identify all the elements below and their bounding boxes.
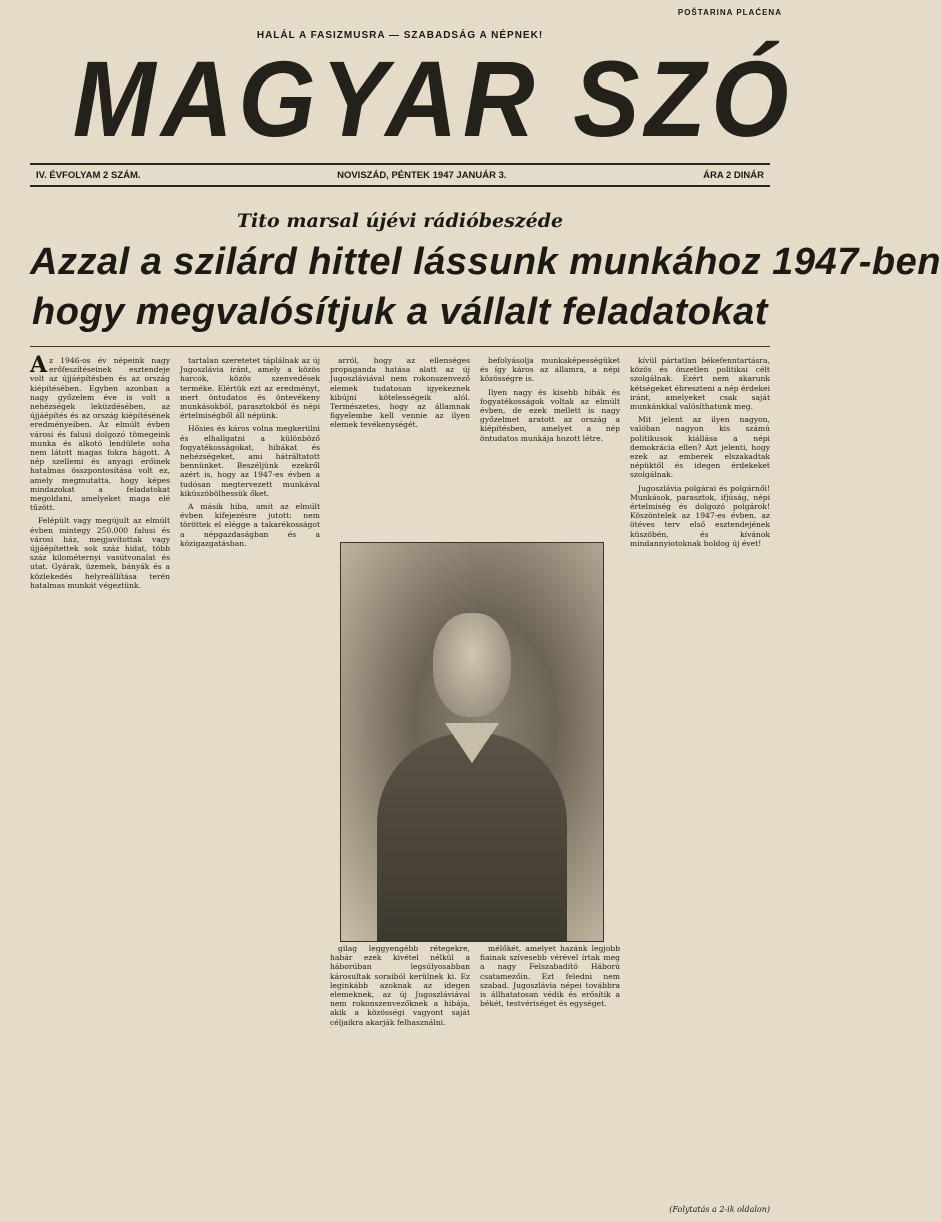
column-4b-paragraph: mélőkét, amelyet hazánk legjobb fiainak szívesebb vérével írtak meg a nagy Felszabadító Háború csatamezőin. Ezt feledni nem szabad. Jugoszlávia népei továbbra is állhatatosan védik és erősítik a békét, testvériséget és egységet. [480, 944, 620, 1009]
column-4-paragraph: Ilyen nagy és kisebb hibák és fogyatékosságok voltak az elmúlt évben, de ezek mellett is nagy győzelmet aratott az ország a kiépítésben, amelyet a nép öntudatos munkája hozott létre. [480, 387, 620, 443]
column-5 [630, 356, 770, 1212]
place-date: NOVISZÁD, PÉNTEK 1947 JANUÁR 3. [337, 169, 507, 181]
column-5-paragraph: Jugoszlávia polgárai és polgárnői! Munkások, parasztok, ifjúság, népi értelmiség és dolgozó polgárok! Köszöntelek az 1947-es évben, az ötéves terv első esztendejének küszöbén, és kívánok mindannyiotoknak boldog új évet! [630, 483, 770, 548]
column-5-paragraph: Mit jelent az ilyen nagyon, valóban nagyon kis számú politikusok kiállása a népi demokrácia ellen? Azt jelenti, hogy ezek az emberek elszakadtak népüktől és idegen érdekeket szolgálnak. [630, 415, 770, 480]
headline-line-1: Azzal a szilárd hittel lássunk munkához 1947-ben [30, 241, 941, 283]
postage-notice: POŠTARINA PLAĆENA [677, 8, 782, 17]
portrait-shoulders [377, 733, 567, 941]
article-kicker: Tito marsal újévi rádióbeszéde [236, 210, 564, 232]
column-2-paragraph: Hősies és káros volna megkerülni és elhallgatni a különböző fogyatékosságokat, hibákat és nehézségeket, ami hátráltatott bennünket. Beszéljünk ezekről azért is, hogy az 1947-es évben a tudósan megtervezett munkával kiküszöbölhessük őket. [180, 424, 320, 498]
column-2-paragraph: tartalan szeretetet táplálnak az új Jugoszlávia iránt, amely a közös harcok, közös szenvedések terméke. Elértük ezt az eredményt, mert öntudatos és öntevékeny munkásokból, parasztokból és népi értelmiségből áll népünk. [180, 356, 320, 421]
headline-rule [30, 346, 770, 347]
column-3-paragraph: arról, hogy az ellenséges propaganda hatása alatt az új Jugoszláviával nem rokonszenvező elemek tudatosan igyekeznek kibújni kötelességeik alól. Természetes, hogy az államnak figyelembe kell vennie az ilyen elemek tevékenységét. [330, 356, 470, 430]
continuation-note: (Folytatás a 2-ik oldalon) [669, 1205, 770, 1214]
column-4-paragraph: befolyásolja munkaképességüket és így káros az államra, a népi közösségre is. [480, 356, 620, 384]
issue-price: ÁRA 2 DINÁR [703, 169, 764, 181]
column-2-paragraph: A másik hiba, amit az elmúlt évben kifejezésre jutott: nem töröttek el elégge a takarékosságot a népgazdaságban és a közigazgatásban. [180, 502, 320, 548]
drop-cap: A [30, 352, 48, 378]
volume-number: IV. ÉVFOLYAM 2 SZÁM. [36, 169, 141, 181]
column-4-top [480, 356, 620, 546]
column-3b-paragraph: gilag leggyengébb rétegekre, habár ezek kivétel nélkül a háborúban legsúlyosabban károsultak soraiból kerülnek ki. Ez leginkább azoknak az idegen elemeknek, az új Jugoszláviával nem rokonszenvezőknek a hibája, akik a közösségi vagyont saját céljaikra akarják felhasználni. [330, 944, 470, 1027]
column-4-bottom [480, 944, 620, 1212]
column-3-bottom [330, 944, 470, 1212]
portrait-face [433, 613, 511, 717]
headline-line-2: hogy megvalósítjuk a vállalt feladatokat [32, 291, 768, 333]
column-2 [180, 356, 320, 1212]
column-1-paragraph: z 1946-os év népeink nagy erőfeszítéseinek esztendeje volt az újjáépítésben és az ország kiépítésében. Egyben azonban a nagy győzelem éve is volt a nehézségek leküzdésében, az újjáépítés és az ország kiépítésének eredményeiben. Az elmúlt évben városi és falusi dolgozó tömegeink munka és alkotó lendülete soha nem látott magas fokra hágott. A nép szellemi és anyagi erőinek hatalmas összpontosítása volt ez, amely megmutatta, hogy képes mindazokat a feladatokat megoldani, amelyeket maga elé tűzött. [30, 356, 170, 513]
column-1-paragraph: Felépült vagy megújult az elmúlt évben mintegy 250.000 falusi és városi ház, megjavítottak vagy újjáépítettek sok száz hidat, több száz kilométernyi vasútvonalat és utat. Gyárak, üzemek, bányák és a közlekedés helyreállítása terén hatalmas munkát végeztünk. [30, 516, 170, 590]
column-5-paragraph: kívül pártatlan békefenntartásra, közös és önzetlen politikai célt szolgálnak. Ezért nem akarunk kétségeket ébreszteni a nép érdekei iránt, amelyeket csak saját munkánkkal valósíthatunk meg. [630, 356, 770, 412]
masthead-motto: HALÁL A FASIZMUSRA — SZABADSÁG A NÉPNEK! [256, 30, 544, 41]
masthead-title: MAGYAR SZÓ [72, 38, 795, 159]
issue-info-bar [30, 163, 770, 187]
portrait-photo [340, 542, 604, 942]
column-1 [30, 352, 170, 1212]
column-3-top [330, 356, 470, 546]
